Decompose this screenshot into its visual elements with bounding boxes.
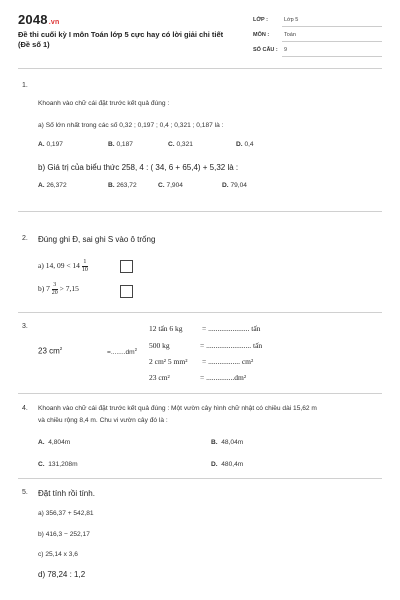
section-divider	[18, 68, 382, 69]
option-4-a[interactable]	[38, 439, 70, 446]
option-value: 0,197	[46, 141, 63, 148]
option-letter: D.	[211, 461, 218, 468]
option-value: 131,208m	[48, 461, 78, 468]
meta-underline	[282, 56, 382, 57]
question-3-row-3-blank[interactable]: = ................. cm²	[202, 357, 254, 366]
left-term-sup: 2	[59, 346, 63, 351]
question-4-line-1: Khoanh vào chữ cái đặt trước kết quả đúng : Một vườn cây hình chữ nhật có chiều dài 15,62 m	[38, 405, 317, 412]
option-letter: B.	[211, 439, 218, 446]
option-value: 480,4m	[221, 461, 244, 468]
question-5-instruction: Đặt tính rồi tính.	[38, 489, 95, 498]
question-3-row-4-blank[interactable]: = ...............dm²	[200, 373, 247, 382]
question-1-number: 1.	[22, 82, 28, 89]
option-letter: A.	[38, 141, 45, 148]
question-3-row-1-expr: 12 tấn 6 kg	[149, 324, 183, 333]
question-5-number: 5.	[22, 489, 28, 496]
question-5-item-c: c) 25,14 x 3,6	[38, 551, 78, 558]
meta-label-class: LỚP :	[253, 17, 268, 23]
option-1a-c[interactable]	[168, 141, 193, 148]
question-2b-statement	[38, 282, 79, 297]
option-4-b[interactable]	[211, 439, 243, 446]
option-value: 48,04m	[221, 439, 244, 446]
meta-value-class: Lớp 5	[284, 17, 299, 23]
meta-value-count: 9	[284, 47, 288, 53]
answer-box-2a[interactable]	[120, 260, 133, 273]
fraction-numerator: 3	[53, 282, 57, 288]
meta-underline	[282, 41, 382, 42]
fraction-numerator: 1	[83, 259, 87, 265]
question-2-number: 2.	[22, 235, 28, 242]
question-3-row-2-blank[interactable]: = ........................ tấn	[200, 341, 263, 350]
left-blank-sup: 2	[134, 347, 138, 352]
answer-box-2b[interactable]	[120, 285, 133, 298]
meta-value-subject: Toán	[284, 32, 296, 38]
section-divider	[18, 478, 382, 479]
statement-prefix: b) 7	[38, 284, 50, 294]
meta-underline	[282, 26, 382, 27]
fraction	[52, 282, 58, 297]
question-3-row-3-expr: 2 cm² 5 mm²	[149, 357, 188, 366]
option-1b-c[interactable]	[158, 182, 183, 189]
question-1a-text: a) Số lớn nhất trong các số 0,32 ; 0,197 ; 0,4 ; 0,321 ; 0,187 là :	[38, 122, 224, 129]
fraction-denominator: 10	[81, 267, 88, 273]
question-1-instruction: Khoanh vào chữ cái đặt trước kết quả đúng :	[38, 100, 170, 107]
question-2-instruction: Đúng ghi Đ, sai ghi S vào ô trống	[38, 235, 156, 244]
option-letter: A.	[38, 439, 45, 446]
option-value: 79,04	[230, 182, 247, 189]
question-3-left-term	[38, 346, 62, 356]
statement-prefix: a) 14, 09 < 14	[38, 261, 80, 271]
option-1a-d[interactable]	[236, 141, 254, 148]
option-1b-a[interactable]	[38, 182, 67, 189]
option-letter: C.	[38, 461, 45, 468]
question-3-row-1-blank[interactable]: = ...................... tấn	[202, 324, 261, 333]
option-4-d[interactable]	[211, 461, 243, 468]
section-divider	[18, 211, 382, 212]
option-letter: C.	[168, 141, 175, 148]
meta-label-count: SỐ CÂU :	[253, 47, 278, 53]
logo-suffix: .vn	[48, 19, 60, 26]
question-5-item-a: a) 356,37 + 542,81	[38, 510, 94, 517]
question-3-left-blank[interactable]	[107, 347, 137, 356]
question-4-number: 4.	[22, 405, 28, 412]
option-letter: B.	[108, 141, 115, 148]
fraction	[82, 259, 88, 274]
fraction-denominator: 20	[51, 290, 58, 296]
title-line-1: Đề thi cuối kỳ I môn Toán lớp 5 cực hay có lời giải chi tiết	[18, 30, 224, 39]
left-blank: =........dm	[107, 349, 135, 357]
option-value: 0,187	[116, 141, 133, 148]
question-5-item-d: d) 78,24 : 1,2	[38, 570, 86, 579]
logo-text: 2048	[18, 12, 48, 27]
option-value: 0,321	[176, 141, 193, 148]
option-letter: D.	[222, 182, 229, 189]
option-1b-d[interactable]	[222, 182, 247, 189]
option-1a-a[interactable]	[38, 141, 63, 148]
option-value: 263,72	[116, 182, 137, 189]
option-value: 4,804m	[48, 439, 71, 446]
document-title	[18, 30, 223, 50]
option-letter: C.	[158, 182, 165, 189]
option-value: 7,904	[166, 182, 183, 189]
option-letter: D.	[236, 141, 243, 148]
title-line-2: (Đề số 1)	[18, 40, 50, 49]
site-logo[interactable]	[18, 12, 59, 27]
option-letter: B.	[108, 182, 115, 189]
left-term: 23 cm	[38, 346, 60, 356]
option-value: 26,372	[46, 182, 67, 189]
option-value: 0,4	[244, 141, 254, 148]
option-4-c[interactable]	[38, 461, 78, 468]
meta-label-subject: MÔN :	[253, 32, 270, 38]
question-5-item-b: b) 416,3 − 252,17	[38, 531, 90, 538]
section-divider	[18, 393, 382, 394]
question-3-row-2-expr: 500 kg	[149, 341, 170, 350]
question-4-line-2: và chiều rộng 8,4 m. Chu vi vườn cây đó là :	[38, 417, 168, 424]
question-3-number: 3.	[22, 323, 28, 330]
option-letter: A.	[38, 182, 45, 189]
question-3-row-4-expr: 23 cm²	[149, 373, 170, 382]
option-1b-b[interactable]	[108, 182, 137, 189]
option-1a-b[interactable]	[108, 141, 133, 148]
statement-suffix: > 7,15	[59, 284, 79, 294]
section-divider	[18, 312, 382, 313]
question-1b-text: b) Giá trị của biểu thức 258, 4 : ( 34, 6 + 65,4) + 5,32 là :	[38, 163, 239, 172]
question-2a-statement	[38, 259, 88, 274]
